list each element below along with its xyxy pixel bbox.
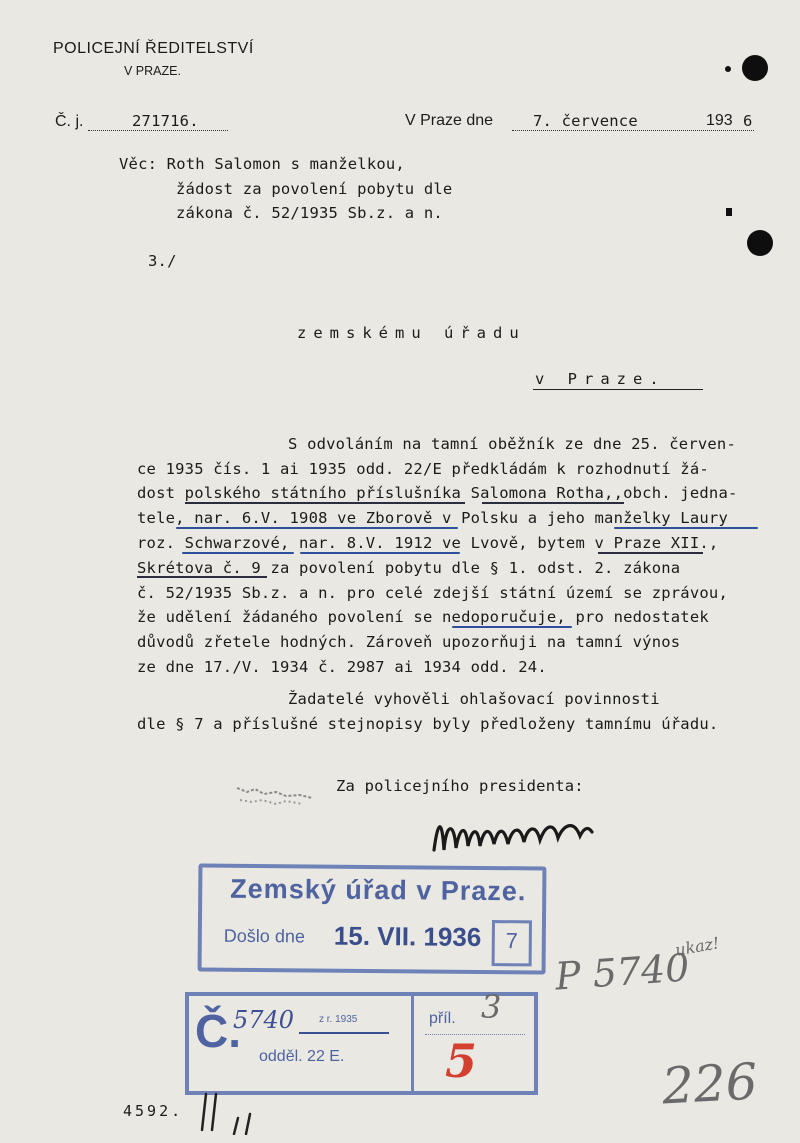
reference-number: 271716.: [132, 112, 199, 130]
underline-name: [482, 502, 624, 504]
dateline-year-typed: 6: [743, 112, 753, 130]
punch-hole-top: [742, 55, 768, 81]
archive-number: 4592.: [123, 1102, 184, 1120]
reference-label: Č. j.: [55, 113, 84, 130]
addressee-line-2: v Praze.: [535, 370, 666, 388]
attachments-count: 3./: [148, 252, 177, 270]
body-line: důvodů zřetele hodných. Zároveň upozorňuji na tamní výnos: [137, 633, 681, 651]
dateline-day: 7. července: [533, 112, 638, 130]
reference-dotted-line: [88, 130, 228, 131]
subject-line-2: žádost za povolení pobytu dle: [176, 180, 453, 198]
receipt-stamp-title: Zemský úřad v Praze.: [230, 873, 527, 907]
closing-line: Za policejního presidenta:: [336, 777, 584, 795]
filing-stamp-attachment-label: příl.: [429, 1010, 456, 1027]
underline-birth-wife: [300, 552, 460, 554]
receipt-stamp: [198, 863, 547, 974]
dateline-dotted-line: [512, 130, 754, 131]
dateline-prefix: V Praze dne: [405, 112, 494, 129]
body-line: ze dne 17./V. 1934 č. 2987 ai 1934 odd. 24.: [137, 658, 547, 676]
underline-birth-husband: [176, 527, 458, 529]
body-line: dle § 7 a příslušné stejnopisy byly předloženy tamnímu úřadu.: [137, 715, 719, 733]
authority-city: V PRAZE.: [124, 64, 181, 78]
underline-citizenship: [185, 502, 465, 504]
ink-speck: [725, 66, 731, 72]
filing-stamp-year: z r. 1935: [319, 1014, 358, 1025]
receipt-stamp-box-number: 7: [505, 928, 519, 954]
authority-name: POLICEJNÍ ŘEDITELSTVÍ: [53, 40, 254, 57]
body-line: že udělení žádaného povolení se nedoporučuje, pro nedostatek: [137, 608, 709, 626]
punch-hole-middle: [747, 230, 773, 256]
filing-stamp-red-mark: 5: [445, 1034, 478, 1088]
body-line: roz. Schwarzové, nar. 8.V. 1912 ve Lvově, bytem v Praze XII.,: [137, 534, 719, 552]
underline-decision: [452, 626, 572, 628]
subject-line-3: zákona č. 52/1935 Sb.z. a n.: [176, 204, 443, 222]
body-line: Skrétova č. 9 za povolení pobytu dle § 1. odst. 2. zákona: [137, 559, 681, 577]
body-line: dost polského státního příslušníka Salomona Rotha,,obch. jedna-: [137, 484, 738, 502]
faint-stamp-trace: [232, 780, 332, 820]
filing-stamp-letter: Č.: [195, 1005, 241, 1057]
body-line: tele, nar. 6.V. 1908 ve Zborově v Polsku a jeho manželky Laury: [137, 509, 728, 527]
subject-line-1: Věc: Roth Salomon s manželkou,: [119, 155, 405, 173]
handwritten-side-note: ukaz!: [673, 933, 721, 960]
filing-stamp-attachment-count: 3: [481, 988, 502, 1026]
handwritten-bottom-number: 226: [660, 1052, 759, 1116]
addressee-line-1: zemskému úřadu: [297, 324, 526, 342]
addressee-underline: [533, 389, 703, 390]
underline-wife-maiden: [182, 552, 294, 554]
body-line: ce 1935 čís. 1 ai 1935 odd. 22/E předkládám k rozhodnutí žá-: [137, 460, 709, 478]
body-line: č. 52/1935 Sb.z. a n. pro celé zdejší státní území se zprávou,: [137, 584, 728, 602]
ink-speck: [726, 208, 732, 216]
underline-wife: [614, 527, 758, 529]
dateline-year-printed: 193: [706, 112, 733, 129]
filing-stamp: [185, 988, 538, 1095]
filing-stamp-department: odděl. 22 E.: [259, 1048, 345, 1065]
receipt-stamp-date: 15. VII. 1936: [333, 920, 482, 952]
body-line: S odvoláním na tamní oběžník ze dne 25. červen-: [288, 435, 736, 453]
handwritten-side-number: P 5740: [553, 945, 691, 999]
underline-residence: [598, 552, 703, 554]
filing-stamp-number: 5740: [233, 1006, 295, 1034]
underline-street: [137, 576, 267, 578]
signature: [428, 810, 598, 860]
archive-pencil-mark: [198, 1090, 268, 1135]
filing-stamp-divider: [411, 996, 414, 1091]
receipt-stamp-received-label: Došlo dne: [223, 925, 305, 947]
body-line: Žadatelé vyhověli ohlašovací povinnosti: [288, 690, 660, 708]
receipt-stamp-box: [492, 920, 532, 966]
filing-stamp-year-line: [299, 1032, 389, 1034]
